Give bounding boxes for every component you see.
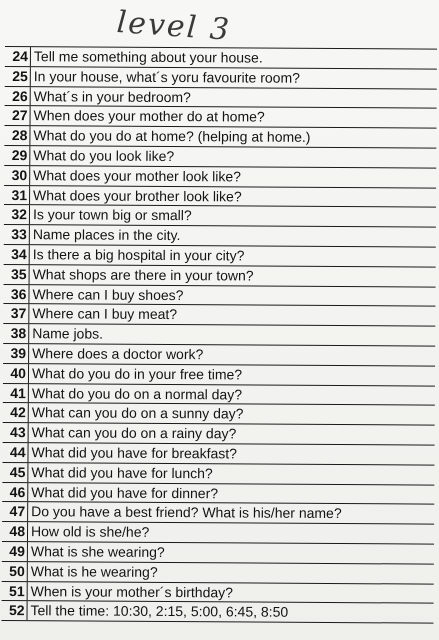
question-number: 48 — [2, 522, 28, 541]
question-text: Where can I buy shoes? — [32, 285, 184, 303]
question-number: 35 — [4, 265, 30, 284]
question-text: Is your town big or small? — [32, 206, 192, 224]
question-row — [2, 522, 434, 544]
question-row — [3, 304, 435, 326]
question-row — [3, 285, 435, 307]
question-row — [3, 423, 435, 445]
question-number: 52 — [1, 601, 27, 620]
question-number: 51 — [2, 582, 28, 601]
question-number: 49 — [2, 542, 28, 561]
question-text: What can you do on a sunny day? — [31, 404, 244, 422]
question-row — [3, 324, 435, 346]
question-text: Name jobs. — [32, 325, 104, 342]
question-table — [1, 46, 437, 624]
question-row — [5, 87, 437, 109]
question-row — [2, 562, 434, 584]
question-number: 43 — [3, 423, 29, 442]
question-number: 47 — [2, 502, 28, 521]
question-text: What did you have for lunch? — [31, 463, 213, 482]
question-row — [5, 47, 437, 69]
question-row — [2, 582, 434, 604]
question-number: 31 — [4, 186, 30, 205]
question-number: 28 — [4, 126, 30, 145]
question-number: 40 — [3, 364, 29, 383]
question-number: 25 — [5, 67, 31, 86]
question-text: Where does a doctor work? — [32, 345, 204, 363]
question-text: What can you do on a rainy day? — [31, 424, 237, 442]
question-number: 44 — [2, 443, 28, 462]
question-number: 26 — [5, 87, 31, 106]
question-row — [4, 245, 436, 267]
question-number: 34 — [4, 245, 30, 264]
question-number: 39 — [3, 344, 29, 363]
question-text: What is she wearing? — [30, 543, 165, 560]
question-text: Where can I buy meat? — [32, 305, 178, 323]
question-text: What do you do on a normal day? — [31, 384, 243, 403]
question-row — [2, 502, 434, 524]
question-row — [4, 265, 436, 287]
question-text: What do you do in your free time? — [31, 364, 243, 383]
question-text: Do you have a best friend? What is his/her name? — [31, 503, 342, 522]
question-row — [4, 205, 436, 227]
question-row — [3, 403, 435, 425]
question-number: 37 — [3, 304, 29, 323]
question-row — [4, 126, 436, 148]
question-text: What do you look like? — [33, 147, 175, 165]
question-row — [2, 483, 434, 505]
question-number: 45 — [2, 463, 28, 482]
question-number: 24 — [5, 47, 31, 66]
question-number: 33 — [4, 225, 30, 244]
question-row — [3, 364, 435, 386]
question-number: 42 — [3, 403, 29, 422]
question-number: 29 — [4, 146, 30, 165]
question-text: What do you do at home? (helping at home.) — [33, 127, 311, 146]
question-row — [3, 384, 435, 406]
question-row — [4, 166, 436, 188]
question-number: 41 — [3, 384, 29, 403]
question-row — [3, 344, 435, 366]
question-text: Is there a big hospital in your city? — [32, 246, 245, 264]
question-text: Tell the time: 10:30, 2:15, 5:00, 6:45, 8:50 — [30, 602, 289, 621]
question-number: 38 — [3, 324, 29, 343]
handwritten-heading: level 3 — [115, 5, 233, 48]
question-number: 50 — [2, 562, 28, 581]
question-row — [4, 186, 436, 208]
question-text: What does your mother look like? — [33, 166, 242, 185]
question-text: What is he wearing? — [30, 562, 158, 580]
question-row — [1, 601, 433, 623]
question-number: 27 — [5, 106, 31, 125]
question-row — [2, 542, 434, 564]
question-text: What did you have for breakfast? — [31, 444, 238, 462]
question-text: What does your brother look like? — [33, 186, 242, 205]
question-text: What did you have for dinner? — [31, 483, 219, 501]
question-number: 36 — [3, 285, 29, 304]
question-text: Name places in the city. — [32, 226, 181, 244]
question-row — [4, 146, 436, 168]
question-text: What´s in your bedroom? — [33, 87, 191, 105]
question-text: When is your mother´s birthday? — [30, 582, 234, 600]
question-number: 46 — [2, 483, 28, 502]
question-text: What shops are there in your town? — [32, 265, 254, 284]
question-text: How old is she/he? — [30, 523, 150, 541]
question-number: 32 — [4, 205, 30, 224]
question-row — [2, 463, 434, 485]
question-row — [2, 443, 434, 465]
question-row — [5, 67, 437, 89]
question-text: In your house, what´s yoru favourite room? — [33, 67, 301, 86]
question-text: Tell me something about your house. — [33, 48, 263, 66]
question-number: 30 — [4, 166, 30, 185]
question-text: When does your mother do at home? — [33, 107, 265, 125]
question-row — [5, 106, 437, 128]
question-row — [4, 225, 436, 247]
